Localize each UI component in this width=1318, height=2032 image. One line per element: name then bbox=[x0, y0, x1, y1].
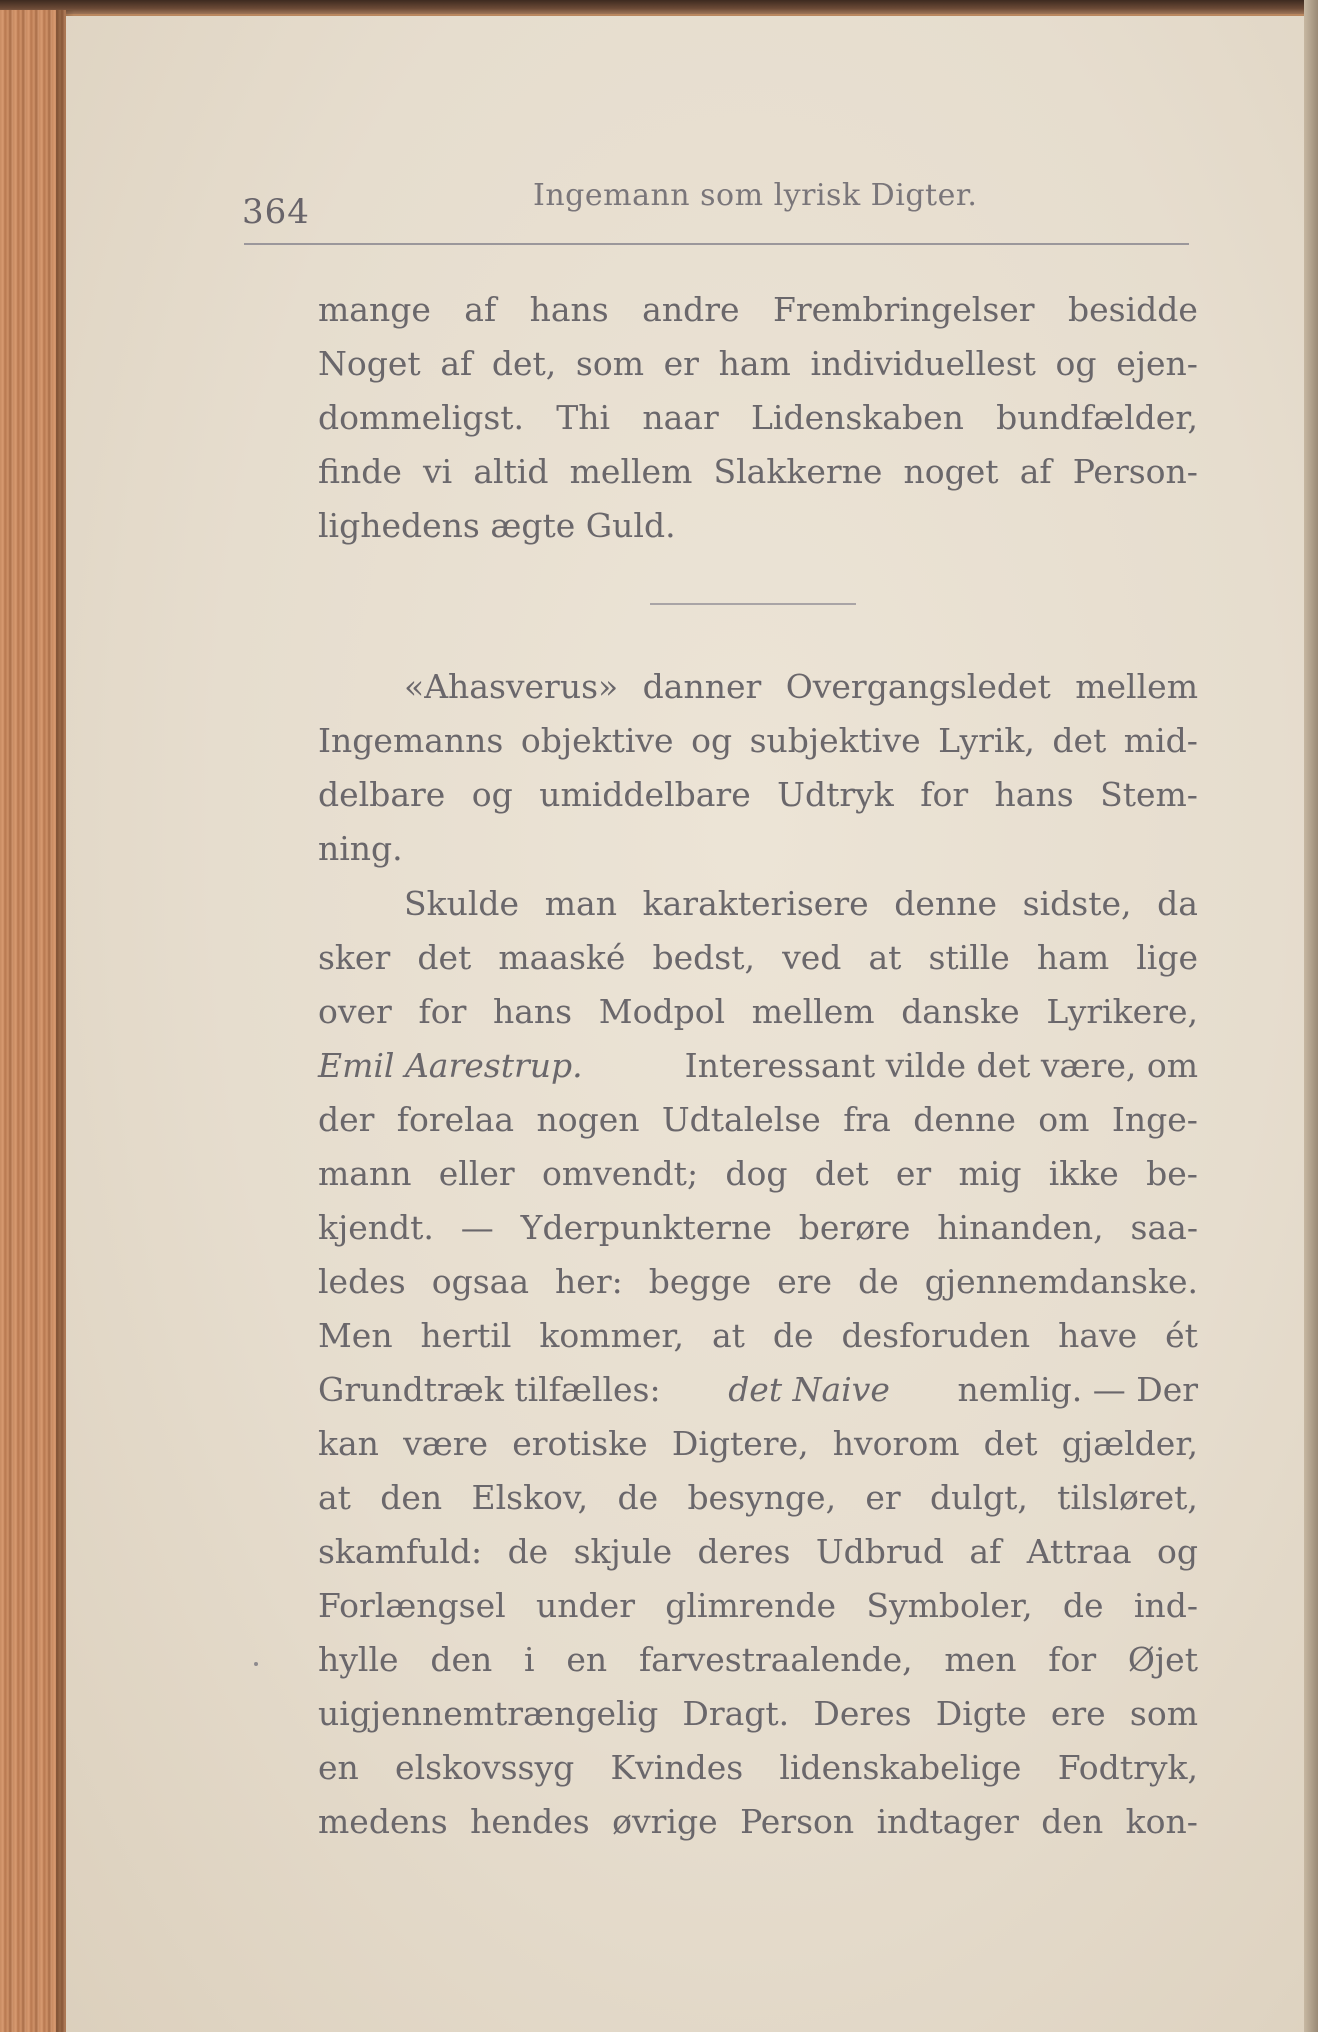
word: af bbox=[1019, 452, 1052, 491]
text-line bbox=[318, 721, 1198, 761]
text-line bbox=[318, 1478, 1198, 1518]
word: skjule bbox=[573, 1532, 673, 1571]
word: det bbox=[983, 1424, 1038, 1463]
word: uigjennemtrængelig bbox=[318, 1694, 659, 1733]
word: hendes bbox=[470, 1802, 590, 1841]
word: Inge- bbox=[1111, 1100, 1198, 1139]
text-line bbox=[318, 938, 1198, 978]
word: hertil bbox=[420, 1316, 512, 1355]
running-head: Ingemann som lyrisk Digter. bbox=[533, 178, 978, 213]
text-line bbox=[318, 992, 1198, 1032]
word: den bbox=[380, 1478, 443, 1517]
word: Symboler, bbox=[866, 1586, 1033, 1625]
word: de bbox=[858, 1262, 899, 1301]
header-rule bbox=[244, 243, 1189, 245]
word: de bbox=[772, 1316, 814, 1355]
word: dommeligst. bbox=[318, 398, 525, 437]
word: desforuden bbox=[841, 1316, 1031, 1355]
word: subjektive bbox=[749, 721, 921, 760]
word: Attraa bbox=[1026, 1532, 1132, 1571]
word: at bbox=[868, 938, 902, 977]
word: denne bbox=[913, 1100, 1016, 1139]
word: altid bbox=[473, 452, 549, 491]
word: de bbox=[507, 1532, 549, 1571]
word: Frembringelser bbox=[772, 290, 1035, 329]
word: af bbox=[440, 344, 473, 383]
text-span: nemlig. — Der bbox=[957, 1370, 1198, 1409]
text-line: lighedens ægte Guld. bbox=[318, 506, 676, 545]
word: tilsløret, bbox=[1057, 1478, 1198, 1517]
word: Noget bbox=[318, 344, 421, 383]
word: den bbox=[430, 1640, 493, 1679]
text-line bbox=[318, 1046, 1198, 1086]
word: Lyrik, bbox=[938, 721, 1035, 760]
word: Udtryk bbox=[777, 775, 894, 814]
word: er bbox=[865, 1478, 901, 1517]
word: om bbox=[1038, 1100, 1090, 1139]
word: Deres bbox=[813, 1694, 912, 1733]
word: og bbox=[471, 775, 513, 814]
word: det bbox=[417, 938, 472, 977]
word: dog bbox=[725, 1154, 788, 1193]
word: sker bbox=[318, 938, 391, 977]
word: hylle bbox=[318, 1640, 399, 1679]
text-line bbox=[404, 884, 1198, 924]
text-line bbox=[318, 1586, 1198, 1626]
word: Fodtryk, bbox=[1057, 1748, 1198, 1787]
word: bedst, bbox=[652, 938, 755, 977]
word: at bbox=[318, 1478, 351, 1517]
word: glimrende bbox=[665, 1586, 837, 1625]
word: gjennemdanske. bbox=[924, 1262, 1198, 1301]
word: som bbox=[1129, 1694, 1198, 1733]
word: Elskov, bbox=[471, 1478, 589, 1517]
word: over bbox=[318, 992, 392, 1031]
word: begge bbox=[648, 1262, 752, 1301]
word: individuellest bbox=[810, 344, 1036, 383]
word: det bbox=[814, 1154, 869, 1193]
text-line bbox=[318, 398, 1198, 438]
word: maaské bbox=[498, 938, 626, 977]
word: Ingemanns bbox=[318, 721, 504, 760]
word: under bbox=[536, 1586, 635, 1625]
word: der bbox=[318, 1100, 375, 1139]
word: Person bbox=[740, 1802, 855, 1841]
word: Skulde bbox=[404, 884, 520, 923]
word: skamfuld: bbox=[318, 1532, 483, 1571]
word: kan bbox=[318, 1424, 379, 1463]
page-number: 364 bbox=[242, 192, 310, 232]
word: Slakkerne bbox=[713, 452, 883, 491]
word: være bbox=[403, 1424, 489, 1463]
word: medens bbox=[318, 1802, 448, 1841]
word: danske bbox=[901, 992, 1020, 1031]
word: de bbox=[1062, 1586, 1104, 1625]
word: fra bbox=[843, 1100, 891, 1139]
word: hvorom bbox=[832, 1424, 960, 1463]
word: Udtalelse bbox=[661, 1100, 821, 1139]
text-line bbox=[318, 1154, 1198, 1194]
word: lige bbox=[1136, 938, 1198, 977]
word: deres bbox=[697, 1532, 791, 1571]
word: mellem bbox=[1075, 667, 1198, 706]
text-line bbox=[318, 775, 1198, 815]
text-line bbox=[318, 1424, 1198, 1464]
word: danner bbox=[642, 667, 762, 706]
word: ere bbox=[1050, 1694, 1106, 1733]
word: ere bbox=[777, 1262, 833, 1301]
word: lidenskabelige bbox=[779, 1748, 1022, 1787]
word: her: bbox=[555, 1262, 623, 1301]
word: Yderpunkterne bbox=[520, 1208, 772, 1247]
text-line bbox=[318, 344, 1198, 384]
word: elskovssyg bbox=[395, 1748, 575, 1787]
word: ikke bbox=[1048, 1154, 1119, 1193]
text-line bbox=[318, 1262, 1198, 1302]
word: Overgangsledet bbox=[785, 667, 1051, 706]
italic-name: Emil Aarestrup. bbox=[318, 1046, 583, 1085]
word: men bbox=[944, 1640, 1017, 1679]
word: er bbox=[663, 344, 699, 383]
word: øvrige bbox=[612, 1802, 718, 1841]
word: og bbox=[1157, 1532, 1198, 1571]
word: ved bbox=[782, 938, 842, 977]
word: besynge, bbox=[687, 1478, 837, 1517]
italic-phrase: det Naive bbox=[728, 1370, 890, 1409]
word: mellem bbox=[751, 992, 875, 1031]
word: mann bbox=[318, 1154, 412, 1193]
text-span: Interessant vilde det være, om bbox=[684, 1046, 1198, 1085]
word: ejen- bbox=[1116, 344, 1198, 383]
text-line bbox=[318, 1748, 1198, 1788]
word: af bbox=[464, 290, 497, 329]
text-line bbox=[318, 1370, 1198, 1410]
word: gjælder, bbox=[1061, 1424, 1198, 1463]
text-line bbox=[318, 452, 1198, 492]
word: og bbox=[1055, 344, 1097, 383]
word: Stem- bbox=[1100, 775, 1198, 814]
word: Udbrud bbox=[815, 1532, 945, 1571]
word: forelaa bbox=[396, 1100, 515, 1139]
word: ham bbox=[718, 344, 791, 383]
text-line bbox=[318, 290, 1198, 330]
word: en bbox=[318, 1748, 359, 1787]
word: umiddelbare bbox=[539, 775, 751, 814]
word: en bbox=[566, 1640, 608, 1679]
word: delbare bbox=[318, 775, 446, 814]
text-line bbox=[318, 1694, 1198, 1734]
word: hans bbox=[529, 290, 609, 329]
word: Digte bbox=[935, 1694, 1027, 1733]
word: Lyrikere, bbox=[1046, 992, 1198, 1031]
word: «Ahasverus» bbox=[404, 667, 619, 706]
word: for bbox=[1048, 1640, 1097, 1679]
word: besidde bbox=[1068, 290, 1198, 329]
text-line: ning. bbox=[318, 829, 403, 868]
word: er bbox=[895, 1154, 932, 1193]
word: de bbox=[617, 1478, 659, 1517]
text-span: Grundtræk tilfælles: bbox=[318, 1370, 661, 1409]
word: stille bbox=[928, 938, 1010, 977]
word: kommer, bbox=[539, 1316, 685, 1355]
word: for bbox=[418, 992, 467, 1031]
page-edge bbox=[1304, 0, 1318, 2032]
word: denne bbox=[894, 884, 997, 923]
margin-speck bbox=[254, 1662, 258, 1666]
word: eller bbox=[438, 1154, 515, 1193]
word: og bbox=[691, 721, 733, 760]
word: Modpol bbox=[598, 992, 726, 1031]
word: dulgt, bbox=[930, 1478, 1028, 1517]
word: Person- bbox=[1072, 452, 1198, 491]
word: ogsaa bbox=[431, 1262, 529, 1301]
word: Kvindes bbox=[610, 1748, 744, 1787]
word: nogen bbox=[536, 1100, 640, 1139]
word: hans bbox=[994, 775, 1074, 814]
word: mig bbox=[958, 1154, 1022, 1193]
word: vi bbox=[423, 452, 453, 491]
word: noget bbox=[903, 452, 999, 491]
word: indtager bbox=[876, 1802, 1019, 1841]
word: at bbox=[712, 1316, 745, 1355]
word: — bbox=[460, 1208, 494, 1247]
word: Thi bbox=[556, 398, 611, 437]
word: i bbox=[524, 1640, 535, 1679]
word: ind- bbox=[1133, 1586, 1198, 1625]
word: Digtere, bbox=[671, 1424, 809, 1463]
word: omvendt; bbox=[541, 1154, 699, 1193]
text-line bbox=[318, 1802, 1198, 1842]
word: det bbox=[1052, 721, 1107, 760]
word: ét bbox=[1165, 1316, 1198, 1355]
word: andre bbox=[642, 290, 740, 329]
word: bundfælder, bbox=[996, 398, 1198, 437]
word: saa- bbox=[1130, 1208, 1198, 1247]
word: objektive bbox=[520, 721, 674, 760]
word: sidste, bbox=[1022, 884, 1132, 923]
word: man bbox=[544, 884, 617, 923]
word: ham bbox=[1036, 938, 1110, 977]
word: da bbox=[1157, 884, 1198, 923]
text-line bbox=[318, 1100, 1198, 1140]
word: kon- bbox=[1125, 1802, 1198, 1841]
word: be- bbox=[1146, 1154, 1198, 1193]
word: af bbox=[969, 1532, 1002, 1571]
word: have bbox=[1058, 1316, 1138, 1355]
word: det, bbox=[491, 344, 557, 383]
word: Lidenskaben bbox=[751, 398, 964, 437]
text-line bbox=[318, 1532, 1198, 1572]
word: naar bbox=[642, 398, 719, 437]
text-line bbox=[318, 1640, 1198, 1680]
text-line bbox=[318, 1316, 1198, 1356]
word: Men bbox=[318, 1316, 393, 1355]
word: mange bbox=[318, 290, 431, 329]
word: Øjet bbox=[1127, 1640, 1198, 1679]
word: den bbox=[1041, 1802, 1104, 1841]
word: mid- bbox=[1123, 721, 1198, 760]
word: mellem bbox=[569, 452, 693, 491]
word: hinanden, bbox=[937, 1208, 1104, 1247]
word: som bbox=[575, 344, 644, 383]
word: finde bbox=[318, 452, 402, 491]
word: erotiske bbox=[512, 1424, 648, 1463]
text-line bbox=[404, 667, 1198, 707]
text-line bbox=[318, 1208, 1198, 1248]
word: ledes bbox=[318, 1262, 406, 1301]
word: Forlængsel bbox=[318, 1586, 506, 1625]
word: berøre bbox=[798, 1208, 911, 1247]
word: for bbox=[920, 775, 969, 814]
word: kjendt. bbox=[318, 1208, 434, 1247]
word: farvestraalende, bbox=[638, 1640, 913, 1679]
word: hans bbox=[493, 992, 573, 1031]
word: Dragt. bbox=[682, 1694, 790, 1733]
section-divider bbox=[650, 603, 856, 605]
word: karakterisere bbox=[642, 884, 869, 923]
